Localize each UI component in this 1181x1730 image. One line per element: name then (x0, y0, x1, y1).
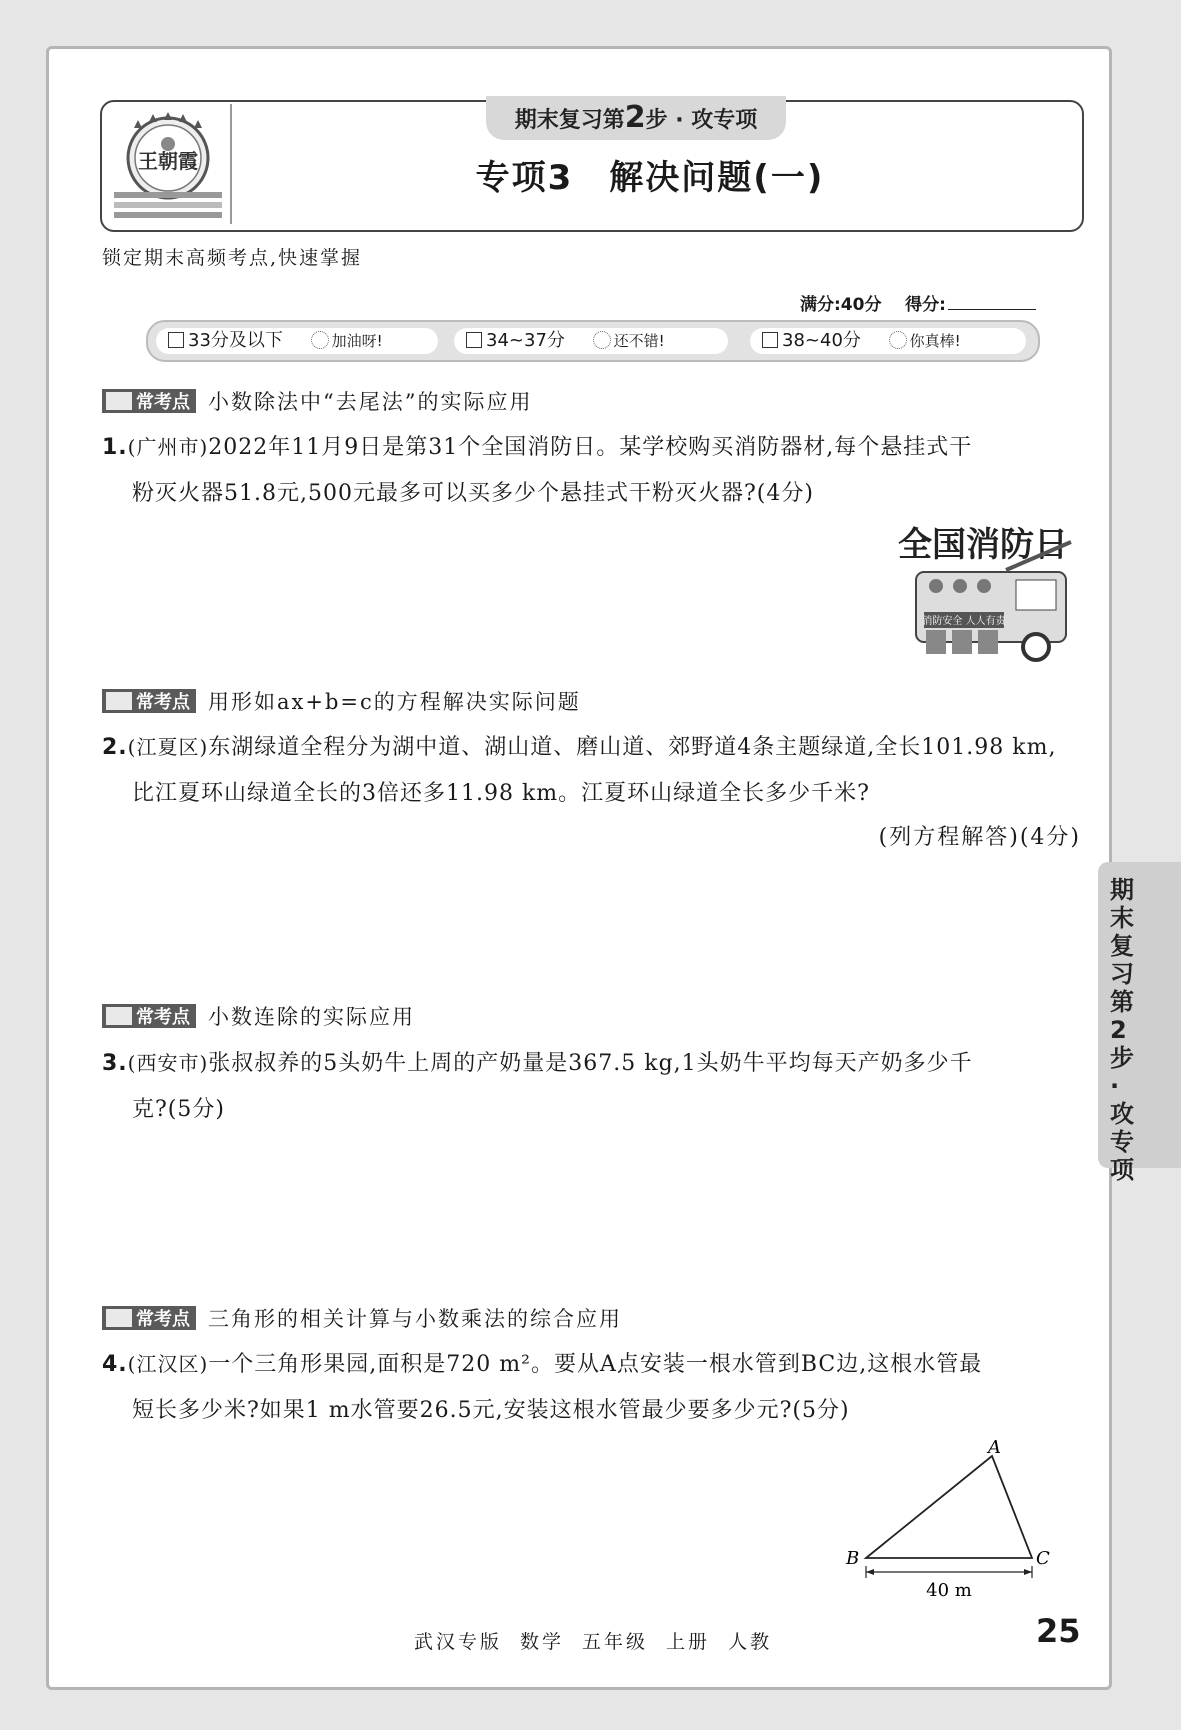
waves-icon (106, 1309, 132, 1327)
fire-day-illustration (896, 522, 1081, 662)
grade-range: 34~37分 (486, 330, 565, 351)
footer-item: 武汉专版 (414, 1631, 503, 1653)
grade-checkbox[interactable] (762, 332, 778, 348)
question-line: 张叔叔养的5头奶牛上周的产奶量是367.5 kg,1头奶牛平均每天产奶多少千 (208, 1051, 973, 1076)
key-point-text: 用形如ax+b=c的方程解决实际问题 (208, 690, 581, 714)
sun-icon (311, 331, 329, 349)
question-number: 2. (102, 735, 128, 760)
waves-icon (106, 692, 132, 710)
grade-range: 38~40分 (782, 330, 861, 351)
logo-divider (230, 104, 232, 224)
fire-day-banner: 消防安全 人人有责 (922, 616, 1006, 627)
slogan: 锁定期末高频考点,快速掌握 (102, 247, 363, 269)
waves-icon (106, 1007, 132, 1025)
key-point-text: 三角形的相关计算与小数乘法的综合应用 (208, 1307, 622, 1331)
question-line: 东湖绿道全程分为湖中道、湖山道、磨山道、郊野道4条主题绿道,全长101.98 km, (208, 735, 1057, 760)
question-line: 一个三角形果园,面积是720 m²。要从A点安装一根水管到BC边,这根水管最 (208, 1352, 983, 1377)
question-number: 4. (102, 1352, 128, 1377)
page-number: 25 (1036, 1612, 1081, 1650)
question-2 (102, 724, 1080, 817)
key-point-tag: 常考点 (102, 1004, 196, 1028)
key-point-text: 小数除法中“去尾法”的实际应用 (208, 390, 533, 414)
footer-item: 数学 (520, 1631, 565, 1653)
key-point-header (102, 1303, 622, 1333)
step-banner (486, 96, 786, 140)
bc-length-label: 40 m (926, 1580, 972, 1600)
question-number: 1. (102, 435, 128, 460)
sun-icon (889, 331, 907, 349)
question-3 (102, 1040, 1080, 1133)
svg-text:王朝霞: 王朝霞 (138, 149, 198, 173)
grade-bar (146, 320, 1040, 362)
grade-note: 你真棒! (909, 332, 961, 350)
question-4 (102, 1341, 1080, 1434)
score-line (800, 290, 1036, 315)
vertex-c-label: C (1036, 1548, 1050, 1569)
step-banner-prefix: 期末复习第 (514, 108, 625, 133)
grade-note: 还不错! (613, 332, 665, 350)
publisher-logo (108, 106, 228, 221)
answer-method-note: (列方程解答)(4分) (878, 825, 1081, 850)
grade-range: 33分及以下 (188, 330, 283, 351)
fire-day-title: 全国消防日 (898, 525, 1068, 565)
footer-item: 五年级 (582, 1631, 649, 1653)
key-point-tag: 常考点 (102, 1306, 196, 1330)
question-line: 2022年11月9日是第31个全国消防日。某学校购买消防器材,每个悬挂式干 (208, 435, 973, 460)
question-source: (广州市) (127, 435, 209, 459)
question-line: 短长多少米?如果1 m水管要26.5元,安装这根水管最少要多少元?(5分) (132, 1398, 850, 1423)
question-line: 粉灭火器51.8元,500元最多可以买多少个悬挂式干粉灭火器?(4分) (132, 481, 814, 506)
vertex-a-label: A (988, 1440, 1001, 1458)
question-number: 3. (102, 1051, 128, 1076)
score-blank[interactable] (948, 309, 1036, 310)
vertex-b-label: B (846, 1548, 860, 1569)
sun-icon (593, 331, 611, 349)
key-point-text: 小数连除的实际应用 (208, 1005, 415, 1029)
question-line: 比江夏环山绿道全长的3倍还多11.98 km。江夏环山绿道全长多少千米? (132, 781, 870, 806)
footer-item: 上册 (666, 1631, 711, 1653)
key-point-tag: 常考点 (102, 389, 196, 413)
question-1 (102, 424, 1080, 517)
page-title: 专项3 解决问题(一) (475, 158, 825, 198)
grade-checkbox[interactable] (168, 332, 184, 348)
grade-note: 加油呀! (331, 332, 383, 350)
grade-segment (750, 328, 1026, 354)
grade-segment (156, 328, 438, 354)
grade-segment (454, 328, 728, 354)
grade-checkbox[interactable] (466, 332, 482, 348)
footer (414, 1627, 790, 1654)
question-source: (江汉区) (127, 1352, 209, 1376)
full-score: 满分:40分 (800, 295, 882, 315)
footer-item: 人教 (728, 1631, 773, 1653)
step-banner-num: 2 (624, 100, 646, 135)
step-banner-suffix: 步 · 攻专项 (645, 108, 758, 133)
key-point-header (102, 686, 581, 716)
question-source: (西安市) (127, 1051, 209, 1075)
score-label: 得分: (905, 295, 946, 315)
side-tab-text: 期末复习第2步·攻专项 (1110, 876, 1134, 1184)
key-point-tag: 常考点 (102, 689, 196, 713)
waves-icon (106, 392, 132, 410)
triangle-diagram (840, 1440, 1080, 1600)
key-point-header (102, 386, 532, 416)
question-line: 克?(5分) (132, 1097, 225, 1122)
key-point-header (102, 1001, 415, 1031)
question-source: (江夏区) (127, 735, 209, 759)
